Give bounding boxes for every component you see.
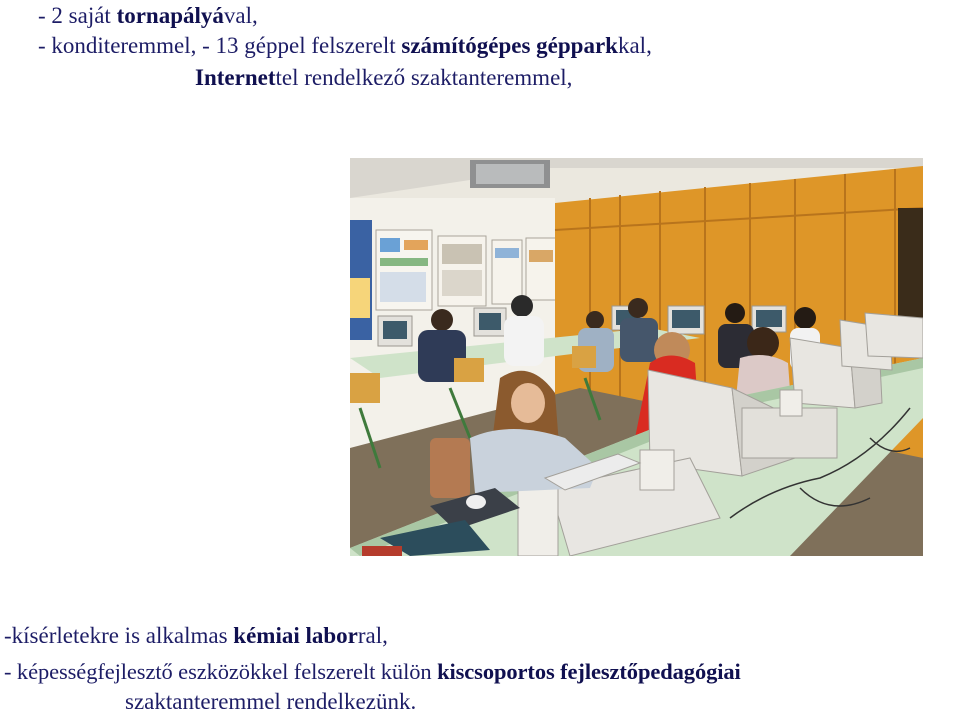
text-bold-segment: kémiai labor [233, 623, 358, 648]
text-line-6 [125, 688, 416, 715]
text-line-4 [4, 622, 388, 649]
text-segment: ral, [357, 623, 388, 648]
text-segment: kal, [617, 33, 652, 58]
text-segment: val, [223, 3, 258, 28]
text-segment: - 2 saját [38, 3, 117, 28]
text-bold-segment: tornapályá [116, 3, 224, 28]
text-segment: szaktanteremmel rendelkezünk. [125, 689, 417, 714]
text-line-3 [195, 64, 572, 91]
text-segment: - konditeremmel, - 13 géppel felszerelt [38, 33, 402, 58]
text-segment: -kísérletekre is alkalmas [4, 623, 234, 648]
text-line-1 [38, 2, 258, 29]
text-segment: tel rendelkező szaktanteremmel, [275, 65, 573, 90]
text-line-2 [38, 32, 652, 59]
text-bold-segment: kiscsoportos fejlesztőpedagógiai [437, 659, 741, 684]
text-bold-segment: Internet [195, 65, 276, 90]
text-line-5 [4, 658, 741, 685]
photo-illustration [350, 158, 923, 556]
text-bold-segment: számítógépes géppark [401, 33, 618, 58]
text-segment: - képességfejlesztő eszközökkel felszerelt külön [4, 659, 438, 684]
computer-lab-photo [350, 158, 923, 556]
